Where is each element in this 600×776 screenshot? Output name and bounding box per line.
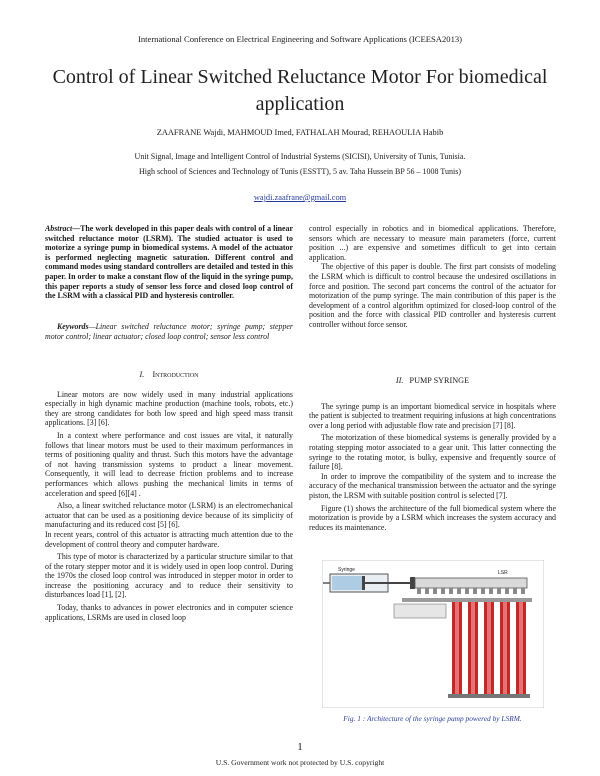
intro-continued-paragraph: control especially in robotics and in biomedical applications. Therefore, sensors which are necessary to measure main parameters (force, current position ...) are expensive and sometimes difficult to get into certain application. xyxy=(309,224,556,262)
lsrm-label: LSR xyxy=(498,570,508,576)
section-1-paragraph: Today, thanks to advances in power electronics and in computer science applications, LSRMs are used in closed loop xyxy=(45,603,293,622)
paper-title: Control of Linear Switched Reluctance Motor For biomedical application xyxy=(52,66,548,115)
page-number: 1 xyxy=(297,741,303,753)
abstract xyxy=(45,224,293,301)
abstract-label: Abstract xyxy=(45,224,73,233)
section-2-title: PUMP SYRINGE xyxy=(409,376,470,385)
section-1-paragraph: Linear motors are now widely used in many industrial applications especially in high dynamic machine production (machine tools, robots, etc.) they are strong candidates for both low speed and high speed mass transit applications. [3] [6]. xyxy=(45,389,293,428)
section-1-paragraph: In a context where performance and cost issues are vital, it naturally follows that linear motors must be used to their maximum performances in terms of positioning quality and thrust. Such this motors have the advantage of not having transmission systems to product a linear movement. Consequently, it will lead to decrease friction problems and to increase performances which allows pushing the mechanical limits in terms of acceleration and speed [6][4] . xyxy=(45,430,293,498)
section-2-paragraph: In order to improve the compatibility of the system and to increase the accuracy of the mechanical transmission between the actuator and the syringe piston, the LRSM with suitable position control is selected [7]. xyxy=(309,471,556,500)
lsrm-mover xyxy=(415,578,527,588)
syringe-pump-figure xyxy=(322,560,544,708)
keywords xyxy=(45,322,293,341)
conference-header: International Conference on Electrical Engineering and Software Applications (ICEESA2013) xyxy=(137,34,463,44)
drive-unit xyxy=(394,604,446,618)
affiliation-1: Unit Signal, Image and Intelligent Control of Industrial Systems (SICISI), University of Tunis, Tunisia. xyxy=(134,152,466,161)
right-column-intro xyxy=(309,224,556,330)
author-email-link[interactable]: wajdi.zaafrane@gmail.com xyxy=(253,193,347,202)
affiliation-2: High school of Sciences and Technology of Tunis (ESSTT), 5 av. Taha Hussein BP 56 – 1008 Tunis) xyxy=(139,167,461,176)
section-1-number: I. xyxy=(139,370,145,379)
stator-yoke xyxy=(448,694,530,698)
syringe-pump-diagram xyxy=(322,560,544,708)
section-2-number: II. xyxy=(395,376,404,385)
section-1-title: Introduction xyxy=(152,370,199,379)
figure-caption: Fig. 1 : Architecture of the syringe pump powered by LSRM. xyxy=(343,714,522,723)
section-1-heading xyxy=(45,370,293,380)
syringe-label: Syringe xyxy=(338,567,355,573)
section-1-paragraph: Also, a linear switched reluctance motor (LSRM) is an electromechanical actuator that can be used as a positioning device because of its simplicity of manufacturing and its reduced cost [5] [6]. xyxy=(45,501,293,530)
stator-base xyxy=(402,598,532,602)
abstract-text: —The work developed in this paper deals with control of a linear switched reluctance motor (LSRM). The studied actuator is used to motorize a syringe pump in biomedical systems. A model of the actuator is performed neglecting magnetic saturation. Different control and command modes using standard controllers are detailed and tested in this paper. In order to make a constant flow of the liquid in the syringe pump, this paper reports a study of sensor less force and closed loop control of the LSRM with a classical PID and hysteresis controller. xyxy=(45,224,293,301)
keywords-label: Keywords xyxy=(57,322,89,331)
section-1-paragraph: In recent years, control of this actuator is attracting much attention due to the development of control theory and computer hardware. xyxy=(45,529,293,549)
section-2-paragraph: The motorization of these biomedical systems is generally provided by a rotating stepping motor associated to a gear unit. This latter connecting the syringe to the rotating motor, is bulky, expensive and frequently source of failure [8]. xyxy=(309,433,556,472)
copyright-footer: U.S. Government work not protected by U.S. copyright xyxy=(215,758,385,767)
section-2 xyxy=(309,376,556,532)
keywords-text: —Linear switched reluctance motor; syringe pump; stepper motor control; linear actuator; closed loop control; sensor less control xyxy=(45,322,293,341)
section-1 xyxy=(45,370,293,622)
section-1-paragraph: This type of motor is characterized by a particular structure similar to that of the rotary stepper motor and it is widely used in open loop control. During the 1970s the closed loop control was introduced in stepper motor in order to increase the positioning accuracy and to reduce their sensitivity to disturbances load [1], [2]. xyxy=(45,552,293,600)
syringe-plunger-head xyxy=(362,576,365,590)
section-2-paragraph: Figure (1) shows the architecture of the full biomedical system where the motorization is provide by a LSRM which increases the system accuracy and reduces its maintenance. xyxy=(309,503,556,532)
plunger-coupling xyxy=(410,577,415,589)
syringe-liquid xyxy=(332,576,362,590)
section-2-paragraph: The syringe pump is an important biomedical service in hospitals where the patient is subjected to treatment requiring infusions at high concentrations over a long period with adjustable flow rate and precision [7] [8]. xyxy=(309,401,556,430)
section-2-heading xyxy=(309,376,556,386)
author-list: ZAAFRANE Wajdi, MAHMOUD Imed, FATHALAH Mourad, REHAOULIA Habib xyxy=(156,128,444,137)
objective-paragraph: The objective of this paper is double. The first part consists of modeling the LSRM which is difficult to control because the undesired oscillations in force and position. The second part concerns the control of the actuator for motorization of the pump syringe. The main contribution of this paper is the development of a control algorithm optimized for closed-loop control of the position and the force with classical PID controller and hysteresis current controller without force sensor. xyxy=(309,262,556,329)
